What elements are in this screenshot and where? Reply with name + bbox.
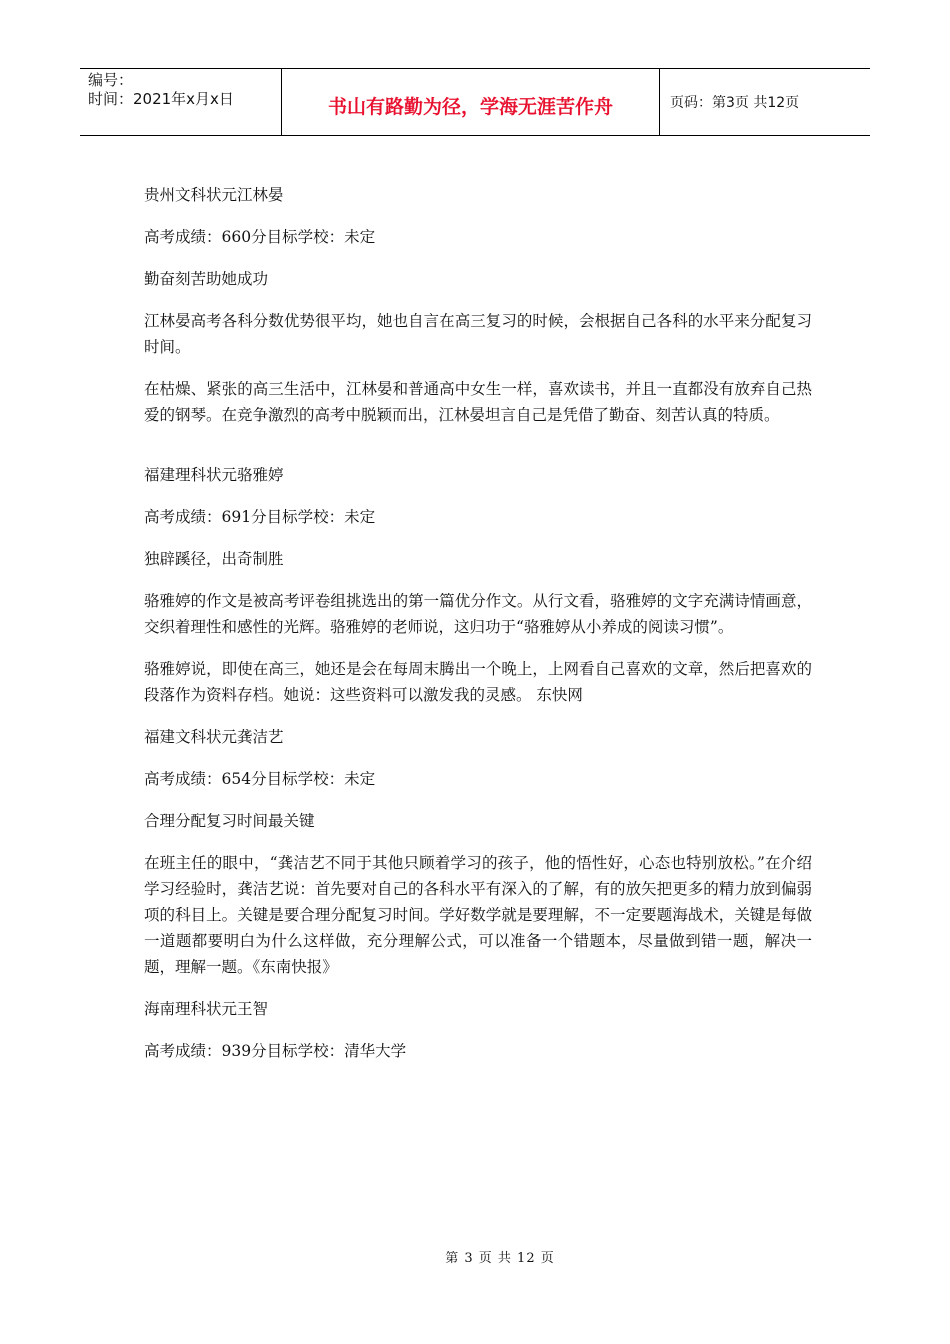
score-line-hainan-science: 高考成绩：939分目标学校：清华大学	[144, 1042, 407, 1060]
subheading-fujian-arts: 合理分配复习时间最关键	[144, 812, 315, 830]
score-line-fujian-science: 高考成绩：691分目标学校：未定	[144, 508, 376, 526]
body-paragraph: 在班主任的眼中，“龚洁艺不同于其他只顾着学习的孩子，他的悟性好，心态也特别放松。”在介绍学习经验时，龚洁艺说：首先要对自己的各科水平有深入的了解，有的放矢把更多的精力放到偏弱项的科目上。关键是要合理分配复习时间。学好数学就是要理解，不一定要题海战术，关键是每做一道题都要明白为什么这样做，充分理解公式，可以准备一个错题本，尽量做到错一题，解决一题，理解一题。《东南快报》	[144, 854, 812, 976]
score-line-guizhou: 高考成绩：660分目标学校：未定	[144, 228, 376, 246]
page-footer: 第 3 页 共 12 页	[445, 1251, 555, 1266]
section-title-hainan-science: 海南理科状元王智	[144, 1000, 269, 1018]
page-header	[80, 68, 870, 136]
header-left-cell	[80, 69, 282, 135]
body-paragraph: 在枯燥、紧张的高三生活中，江林晏和普通高中女生一样，喜欢读书，并且一直都没有放弃自己热爱的钢琴。在竞争激烈的高考中脱颖而出，江林晏坦言自己是凭借了勤奋、刻苦认真的特质。	[144, 380, 812, 424]
body-paragraph: 骆雅婷的作文是被高考评卷组挑选出的第一篇优分作文。从行文看，骆雅婷的文字充满诗情画意，交织着理性和感性的光辉。骆雅婷的老师说，这归功于“骆雅婷从小养成的阅读习惯”。	[144, 592, 812, 636]
section-title-fujian-arts: 福建文科状元龚洁艺	[144, 728, 284, 746]
serial-number-label: 编号：	[88, 71, 134, 89]
document-body	[144, 182, 812, 1080]
date-label: 时间：2021年x月x日	[88, 90, 234, 108]
subheading-fujian-science: 独辟蹊径，出奇制胜	[144, 550, 284, 568]
header-page-info: 页码：第3页 共12页	[670, 95, 800, 111]
subheading-guizhou: 勤奋刻苦助她成功	[144, 270, 269, 288]
score-line-fujian-arts: 高考成绩：654分目标学校：未定	[144, 770, 376, 788]
section-title-guizhou: 贵州文科状元江林晏	[144, 186, 284, 204]
section-title-fujian-science: 福建理科状元骆雅婷	[144, 466, 284, 484]
body-paragraph: 骆雅婷说，即使在高三，她还是会在每周末腾出一个晚上，上网看自己喜欢的文章，然后把喜欢的段落作为资料存档。她说：这些资料可以激发我的灵感。 东快网	[144, 660, 812, 704]
header-motto: 书山有路勤为径，学海无涯苦作舟	[282, 69, 660, 135]
body-paragraph: 江林晏高考各科分数优势很平均，她也自言在高三复习的时候，会根据自己各科的水平来分配复习时间。	[144, 312, 812, 356]
